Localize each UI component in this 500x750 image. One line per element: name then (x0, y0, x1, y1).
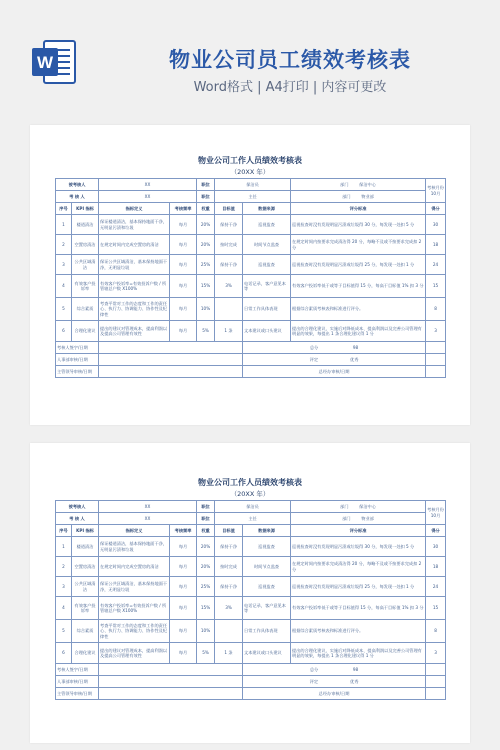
col-weight: 权重 (197, 525, 215, 537)
item-frequency: 每月 (170, 215, 197, 235)
item-definition: 保证楼道清洁，基本保持地面干净，无明显污渍和垃圾 (99, 215, 170, 235)
hr-label: 人事部审核/日期 (56, 676, 99, 688)
item-score: 18 (426, 235, 446, 255)
item-rule: 根据综合素质考核表和标准进行评分。 (291, 620, 426, 643)
item-score: 24 (426, 255, 446, 275)
footer-row-leader (56, 688, 446, 700)
total-label: 总分 (309, 666, 319, 672)
item-kpi: 综合素质 (72, 620, 99, 643)
item-definition: 保证公共区域清洁，基本保持地面干净，无明显垃圾 (99, 577, 170, 597)
examinee-label: 被考核人 (56, 501, 99, 513)
item-rule: 巡视检查时没有发现明显污渍或垃圾得 25 分，每发现一处扣 1 分 (291, 255, 426, 275)
document-page-1 (30, 125, 470, 425)
footer-row-rating (56, 354, 446, 366)
col-kpi: KPI 指标 (72, 203, 99, 215)
col-source: 数据来源 (243, 525, 291, 537)
item-frequency: 每月 (170, 557, 197, 577)
item-rule: 在规定时间内按要求完成清洁得 20 分，每略不及或不按要求完成扣 2 分 (291, 235, 426, 255)
item-source: 时间节点监查 (243, 235, 291, 255)
item-weight: 25% (197, 255, 215, 275)
item-no: 2 (56, 557, 72, 577)
col-no: 序号 (56, 525, 72, 537)
item-weight: 15% (197, 275, 215, 298)
item-weight: 20% (197, 215, 215, 235)
rating-value: 优秀 (350, 356, 359, 362)
item-kpi: 公共区域清洁 (72, 255, 99, 275)
word-document-icon (30, 38, 78, 86)
item-weight: 5% (197, 643, 215, 664)
item-kpi: 合理化建议 (72, 643, 99, 664)
item-kpi: 公共区域清洁 (72, 577, 99, 597)
item-rule: 巡视检查时没有发现明显污渍或垃圾得 30 分，每发现一处扣 5 分 (291, 537, 426, 557)
item-kpi: 有效客户投诉率 (72, 597, 99, 620)
rating-label: 评定 (309, 356, 319, 362)
col-target: 目标值 (215, 203, 243, 215)
footer-row-rating (56, 676, 446, 688)
col-weight: 权重 (197, 203, 215, 215)
document-page-2 (30, 443, 470, 743)
item-weight: 20% (197, 537, 215, 557)
item-frequency: 每月 (170, 537, 197, 557)
month-value: 10月 (430, 512, 441, 518)
item-no: 3 (56, 577, 72, 597)
dept-label: 部门 (340, 503, 349, 509)
item-target: 保持干净 (215, 215, 243, 235)
item-frequency: 每月 (170, 321, 197, 342)
item-target: 保持干净 (215, 577, 243, 597)
item-source: 时间节点监查 (243, 557, 291, 577)
item-source: 电话记录，客户意见本等 (243, 597, 291, 620)
document-title: 物业公司工作人员绩效考核表 (198, 156, 302, 165)
dept-value: 保洁中心 (359, 181, 376, 187)
item-frequency: 每月 (170, 643, 197, 664)
examiner-value: XX (99, 191, 197, 203)
total-value: 98 (352, 344, 359, 350)
page-subtitle: Word格式 | A4打印 | 内容可更改 (193, 80, 387, 95)
item-target: 1 条 (215, 321, 243, 342)
col-frequency: 考核频率 (170, 525, 197, 537)
examiner-post-value: 主任 (215, 513, 291, 525)
item-rule: 巡视检查时没有发现明显污渍或垃圾得 30 分，每发现一处扣 5 分 (291, 215, 426, 235)
item-score: 8 (426, 620, 446, 643)
footer-row-total (56, 342, 446, 354)
item-target: 保持干净 (215, 537, 243, 557)
col-kpi: KPI 指标 (72, 525, 99, 537)
document-year: （20XX 年） (230, 490, 270, 498)
item-source: 文本建议或口头建议 (243, 643, 291, 664)
column-header-row (56, 525, 446, 537)
item-kpi: 有效客户投诉率 (72, 275, 99, 298)
rating-label: 评定 (309, 678, 319, 684)
svg-text:W: W (36, 53, 54, 72)
item-definition: 有效客户投诉率=有效投诉户数 / 所管辖总户数 X100% (99, 597, 170, 620)
examiner-label: 考 核 人 (56, 191, 99, 203)
item-no: 4 (56, 597, 72, 620)
col-frequency: 考核频率 (170, 203, 197, 215)
examiner-dept-value: 物业部 (361, 515, 374, 521)
dept-value: 保洁中心 (359, 503, 376, 509)
leader-label: 主管领导审核/日期 (56, 688, 99, 700)
item-source: 电话记录，客户意见本等 (243, 275, 291, 298)
item-frequency: 每月 (170, 577, 197, 597)
item-source: 日常工作具体表现 (243, 620, 291, 643)
item-source: 文本建议或口头建议 (243, 321, 291, 342)
item-definition: 在规定时间内完成空置房的清洁 (99, 557, 170, 577)
item-definition: 提出的建议对管理成本，提高利润以及提高公司管理有效性 (99, 643, 170, 664)
item-frequency: 每月 (170, 298, 197, 321)
item-source: 巡视监查 (243, 537, 291, 557)
col-definition: 指标定义 (99, 525, 170, 537)
item-no: 1 (56, 537, 72, 557)
hr-label: 人事部审核/日期 (56, 354, 99, 366)
col-rule: 评分标准 (291, 203, 426, 215)
item-frequency: 每月 (170, 597, 197, 620)
item-score: 15 (426, 275, 446, 298)
item-weight: 20% (197, 557, 215, 577)
item-target: 按时完成 (215, 235, 243, 255)
item-definition: 保证楼道清洁，基本保持地面干净，无明显污渍和垃圾 (99, 537, 170, 557)
month-label: 考核月份 (427, 185, 444, 191)
item-definition: 考查平常对工作的态度和工作的责任心、执行力、协调能力、协作性及纪律性 (99, 298, 170, 321)
table-row (56, 255, 446, 275)
item-source: 日常工作具体表现 (243, 298, 291, 321)
confirm-label: 考核人签字/日期 (56, 342, 99, 354)
examiner-dept-value: 物业部 (361, 193, 374, 199)
table-row (56, 298, 446, 321)
table-row (56, 235, 446, 255)
item-source: 巡视监查 (243, 215, 291, 235)
item-weight: 10% (197, 620, 215, 643)
item-score: 8 (426, 298, 446, 321)
gm-label: 总经办审核/日期 (243, 688, 426, 700)
item-rule: 巡视检查时没有发现明显污渍或垃圾得 25 分，每发现一处扣 1 分 (291, 577, 426, 597)
leader-label: 主管领导审核/日期 (56, 366, 99, 378)
item-target (215, 620, 243, 643)
item-rule: 提出的合理化建议，实施后对降低成本、提高利润以及完善公司管理有明显的效果，每提出 1 条合理化建议得 1 分 (291, 643, 426, 664)
item-source: 巡视监查 (243, 577, 291, 597)
item-rule: 有效客户投诉率低于或等于目标值得 15 分，每高于目标值 1% 扣 3 分 (291, 597, 426, 620)
item-weight: 5% (197, 321, 215, 342)
item-no: 1 (56, 215, 72, 235)
examiner-value: XX (99, 513, 197, 525)
examiner-post-value: 主任 (215, 191, 291, 203)
item-score: 15 (426, 597, 446, 620)
item-rule: 提出的合理化建议，实施后对降低成本、提高利润以及完善公司管理有明显的效果，每提出 1 条合理化建议得 1 分 (291, 321, 426, 342)
document-title: 物业公司工作人员绩效考核表 (198, 478, 302, 487)
item-score: 24 (426, 577, 446, 597)
table-row (56, 620, 446, 643)
item-no: 3 (56, 255, 72, 275)
month-label: 考核月份 (427, 507, 444, 513)
item-rule: 有效客户投诉率低于或等于目标值得 15 分，每高于目标值 1% 扣 3 分 (291, 275, 426, 298)
examiner-dept-label: 部门 (342, 193, 351, 199)
item-rule: 根据综合素质考核表和标准进行评分。 (291, 298, 426, 321)
dept-label: 部门 (340, 181, 349, 187)
month-value: 10月 (430, 190, 441, 196)
item-target: 3% (215, 275, 243, 298)
item-no: 5 (56, 620, 72, 643)
table-row (56, 275, 446, 298)
table-row (56, 557, 446, 577)
item-target: 1 条 (215, 643, 243, 664)
item-definition: 考查平常对工作的态度和工作的责任心、执行力、协调能力、协作性及纪律性 (99, 620, 170, 643)
item-weight: 10% (197, 298, 215, 321)
info-row-examinee (56, 501, 446, 513)
item-kpi: 空置房清洁 (72, 235, 99, 255)
item-frequency: 每月 (170, 620, 197, 643)
item-definition: 有效客户投诉率=有效投诉户数 / 所管辖总户数 X100% (99, 275, 170, 298)
item-score: 30 (426, 215, 446, 235)
item-kpi: 综合素质 (72, 298, 99, 321)
item-definition: 提出的建议对管理成本，提高利润以及提高公司管理有效性 (99, 321, 170, 342)
kpi-table (55, 178, 446, 378)
column-header-row (56, 203, 446, 215)
post-value: 保洁员 (215, 501, 291, 513)
table-row (56, 215, 446, 235)
item-source: 巡视监查 (243, 255, 291, 275)
total-value: 98 (352, 666, 359, 672)
examiner-post-label: 职位 (197, 191, 215, 203)
document-year: （20XX 年） (230, 168, 270, 176)
item-target: 保持干净 (215, 255, 243, 275)
col-score: 得分 (426, 203, 446, 215)
item-score: 3 (426, 321, 446, 342)
item-weight: 15% (197, 597, 215, 620)
total-label: 总分 (309, 344, 319, 350)
item-no: 6 (56, 643, 72, 664)
examinee-value: XX (99, 501, 197, 513)
col-definition: 指标定义 (99, 203, 170, 215)
item-definition: 保证公共区域清洁，基本保持地面干净，无明显垃圾 (99, 255, 170, 275)
page-title: 物业公司员工绩效考核表 (169, 48, 411, 72)
item-no: 5 (56, 298, 72, 321)
gm-label: 总经办审核/日期 (243, 366, 426, 378)
col-rule: 评分标准 (291, 525, 426, 537)
examinee-label: 被考核人 (56, 179, 99, 191)
kpi-table (55, 500, 446, 700)
info-row-examinee (56, 179, 446, 191)
item-no: 4 (56, 275, 72, 298)
item-target (215, 298, 243, 321)
examiner-dept-label: 部门 (342, 515, 351, 521)
col-source: 数据来源 (243, 203, 291, 215)
info-row-examiner (56, 513, 446, 525)
post-label: 职位 (197, 501, 215, 513)
col-target: 目标值 (215, 525, 243, 537)
item-rule: 在规定时间内按要求完成清洁得 20 分，每略不及或不按要求完成扣 2 分 (291, 557, 426, 577)
examinee-value: XX (99, 179, 197, 191)
item-kpi: 空置房清洁 (72, 557, 99, 577)
table-row (56, 577, 446, 597)
table-row (56, 321, 446, 342)
item-weight: 20% (197, 235, 215, 255)
item-kpi: 楼道清洁 (72, 215, 99, 235)
item-target: 按时完成 (215, 557, 243, 577)
item-score: 30 (426, 537, 446, 557)
post-value: 保洁员 (215, 179, 291, 191)
col-score: 得分 (426, 525, 446, 537)
item-score: 18 (426, 557, 446, 577)
item-definition: 在规定时间内完成空置房的清洁 (99, 235, 170, 255)
item-no: 2 (56, 235, 72, 255)
item-score: 3 (426, 643, 446, 664)
col-no: 序号 (56, 203, 72, 215)
examiner-post-label: 职位 (197, 513, 215, 525)
table-row (56, 643, 446, 664)
rating-value: 优秀 (350, 678, 359, 684)
item-frequency: 每月 (170, 255, 197, 275)
item-kpi: 楼道清洁 (72, 537, 99, 557)
info-row-examiner (56, 191, 446, 203)
item-frequency: 每月 (170, 235, 197, 255)
examiner-label: 考 核 人 (56, 513, 99, 525)
item-frequency: 每月 (170, 275, 197, 298)
item-kpi: 合理化建议 (72, 321, 99, 342)
post-label: 职位 (197, 179, 215, 191)
table-row (56, 537, 446, 557)
item-weight: 25% (197, 577, 215, 597)
footer-row-leader (56, 366, 446, 378)
header (0, 0, 500, 110)
table-row (56, 597, 446, 620)
item-no: 6 (56, 321, 72, 342)
confirm-label: 考核人签字/日期 (56, 664, 99, 676)
footer-row-total (56, 664, 446, 676)
item-target: 3% (215, 597, 243, 620)
